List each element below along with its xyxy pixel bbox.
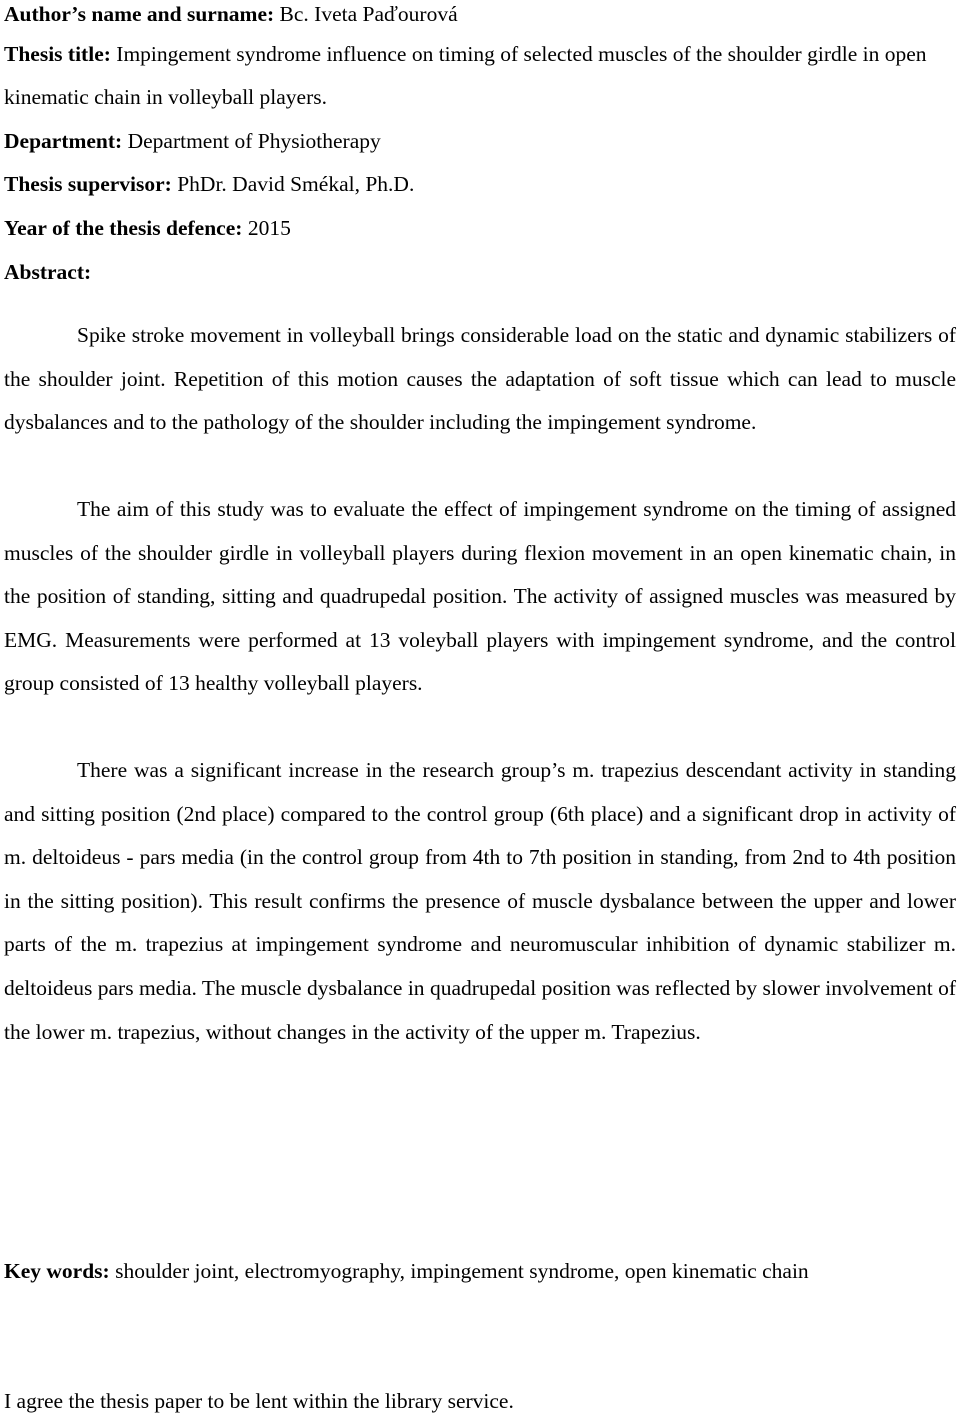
thesis-title-label: Thesis title: [4,42,111,66]
supervisor-label: Thesis supervisor: [4,172,172,196]
department-value: Department of Physiotherapy [122,129,381,153]
thesis-title-value: Impingement syndrome influence on timing of selected muscles of the shoulder girdle in open kinematic chain in volleyball players. [4,42,927,109]
keywords-label: Key words: [4,1259,110,1283]
abstract-paragraph-1: Spike stroke movement in volleyball brings considerable load on the static and dynamic stabilizers of the shoulder joint. Repetition of this motion causes the adaptation of soft tissue which can lead to muscle dysbalances and to the pathology of the shoulder including the impingement syndrome. [4,323,956,435]
abstract-paragraph-3: There was a significant increase in the research group’s m. trapezius descendant activity in standing and sitting position (2nd place) compared to the control group (6th place) and a significant drop in activity of m. deltoideus - pars media (in the control group from 4th to 7th position in standing, from 2nd to 4th position in the sitting position). This result confirms the presence of muscle dysbalance between the upper and lower parts of the m. trapezius at impingement syndrome and neuromuscular inhibition of dynamic stabilizer m. deltoideus pars media. The muscle dysbalance in quadrupedal position was reflected by slower involvement of the lower m. trapezius, without changes in the activity of the upper m. Trapezius. [4,758,956,1044]
department-label: Department: [4,129,123,153]
supervisor-value: PhDr. David Smékal, Ph.D. [171,172,415,196]
defence-year-label: Year of the thesis defence: [4,216,243,240]
thesis-title-block [4,33,956,119]
abstract-paragraph-2: The aim of this study was to evaluate the effect of impingement syndrome on the timing of assigned muscles of the shoulder girdle in volleyball players during flexion movement in an open kinematic chain, in the position of standing, sitting and quadrupedal position. The activity of assigned muscles was measured by EMG. Measurements were performed at 13 voleyball players with impingement syndrome, and the control group consisted of 13 healthy volleyball players. [4,497,956,696]
abstract-label: Abstract: [4,260,92,284]
keywords-value: shoulder joint, electromyography, impingement syndrome, open kinematic chain [109,1259,809,1283]
author-line [4,0,458,28]
supervisor-line [4,170,414,198]
defence-year-value: 2015 [242,216,291,240]
department-line [4,127,381,155]
author-label: Author’s name and surname: [4,2,275,26]
author-value: Bc. Iveta Paďourová [274,2,458,26]
defence-year-line [4,214,291,242]
library-agreement-statement: I agree the thesis paper to be lent within the library service. [4,1389,514,1413]
keywords-line [4,1257,809,1285]
abstract-heading [4,258,91,286]
